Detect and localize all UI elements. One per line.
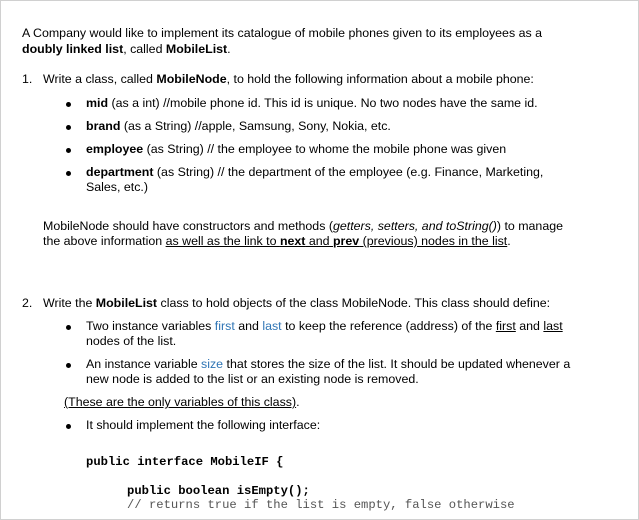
var-last: last bbox=[262, 319, 282, 333]
q1-paragraph-line-1 bbox=[43, 219, 563, 234]
b1-text: Two instance variables bbox=[86, 319, 215, 333]
q2-number: 2. bbox=[22, 296, 33, 310]
underlined-first: first bbox=[495, 319, 516, 333]
desc-department: (as String) // the department of the employee (e.g. Finance, Marketing, bbox=[153, 165, 544, 179]
bullet-icon bbox=[66, 325, 71, 330]
term-employee: employee bbox=[86, 142, 144, 156]
para-period: . bbox=[507, 234, 511, 248]
intro-period: . bbox=[227, 42, 231, 56]
para-text-end: ) to manage bbox=[496, 219, 563, 233]
note-underlined: (These are the only variables of this class) bbox=[64, 395, 297, 409]
underlined-last: last bbox=[543, 319, 563, 333]
q1-bullet-employee bbox=[86, 142, 506, 157]
q2-bullet-first-last bbox=[86, 319, 563, 334]
b1-and: and bbox=[234, 319, 263, 333]
q2-pre: Write the bbox=[43, 296, 96, 310]
b2-text: An instance variable bbox=[86, 357, 202, 371]
q2-bold-mobilelist: MobileList bbox=[95, 296, 158, 310]
q2-bullet-interface: It should implement the following interface: bbox=[86, 418, 321, 432]
intro-connector: , called bbox=[123, 42, 166, 56]
term-department: department bbox=[86, 165, 154, 179]
bullet-icon bbox=[66, 424, 71, 429]
q2-post: class to hold objects of the class MobileNode. This class should define: bbox=[157, 296, 551, 310]
bold-next: next bbox=[279, 234, 306, 248]
b2-text-2: that stores the size of the list. It should be updated whenever a bbox=[223, 357, 571, 371]
desc-employee: (as String) // the employee to whome the mobile phone was given bbox=[143, 142, 507, 156]
bullet-icon bbox=[66, 363, 71, 368]
q2-bullet-first-last-cont: nodes of the list. bbox=[86, 334, 177, 348]
para-text: the above information bbox=[43, 234, 166, 248]
desc-brand: (as a String) //apple, Samsung, Sony, Nokia, etc. bbox=[120, 119, 391, 133]
para-text: MobileNode should have constructors and methods ( bbox=[43, 219, 333, 233]
q1-number: 1. bbox=[22, 72, 33, 86]
q1-pre: Write a class, called bbox=[43, 72, 157, 86]
intro-bold-doubly-linked-list: doubly linked list bbox=[22, 42, 124, 56]
q1-bold-mobilenode: MobileNode bbox=[156, 72, 227, 86]
code-isempty-signature: public boolean isEmpty(); bbox=[127, 484, 310, 498]
var-size: size bbox=[201, 357, 224, 371]
para-u2: (previous) nodes in the list bbox=[359, 234, 508, 248]
para-u1: as well as the link to bbox=[165, 234, 280, 248]
bullet-icon bbox=[66, 148, 71, 153]
q1-bullet-brand bbox=[86, 119, 391, 134]
para-and: and bbox=[305, 234, 333, 248]
para-underlined bbox=[165, 234, 511, 248]
b1-and-2: and bbox=[515, 319, 544, 333]
intro-line-2 bbox=[22, 42, 231, 57]
term-mid: mid bbox=[86, 96, 109, 110]
q2-note bbox=[64, 395, 300, 410]
b1-text-2: to keep the reference (address) of the bbox=[281, 319, 496, 333]
q1-post: , to hold the following information about a mobile phone: bbox=[226, 72, 534, 86]
q2-bullet-size-cont: new node is added to the list or an existing node is removed. bbox=[86, 372, 419, 386]
intro-bold-mobilelist: MobileList bbox=[165, 42, 228, 56]
q1-bullet-mid bbox=[86, 96, 538, 111]
q1-bullet-department-cont: Sales, etc.) bbox=[86, 180, 148, 194]
bullet-icon bbox=[66, 171, 71, 176]
bullet-icon bbox=[66, 102, 71, 107]
code-interface-declaration: public interface MobileIF { bbox=[86, 455, 284, 469]
term-brand: brand bbox=[86, 119, 121, 133]
q2-bullet-size bbox=[86, 357, 570, 372]
note-period: . bbox=[296, 395, 300, 409]
para-italic-methods: getters, setters, and toString() bbox=[332, 219, 497, 233]
q1-bullet-department bbox=[86, 165, 543, 180]
desc-mid: (as a int) //mobile phone id. This id is unique. No two nodes have the same id. bbox=[108, 96, 538, 110]
bold-prev: prev bbox=[332, 234, 360, 248]
bullet-icon bbox=[66, 125, 71, 130]
intro-line-1 bbox=[22, 26, 542, 41]
code-comment: // returns true if the list is empty, false otherwise bbox=[127, 498, 515, 512]
var-first: first bbox=[214, 319, 235, 333]
q1-paragraph-line-2 bbox=[43, 234, 511, 249]
q2-heading bbox=[43, 296, 550, 311]
intro-text: A Company would like to implement its catalogue of mobile phones given to its employees as a bbox=[22, 26, 543, 40]
q1-heading bbox=[43, 72, 534, 87]
